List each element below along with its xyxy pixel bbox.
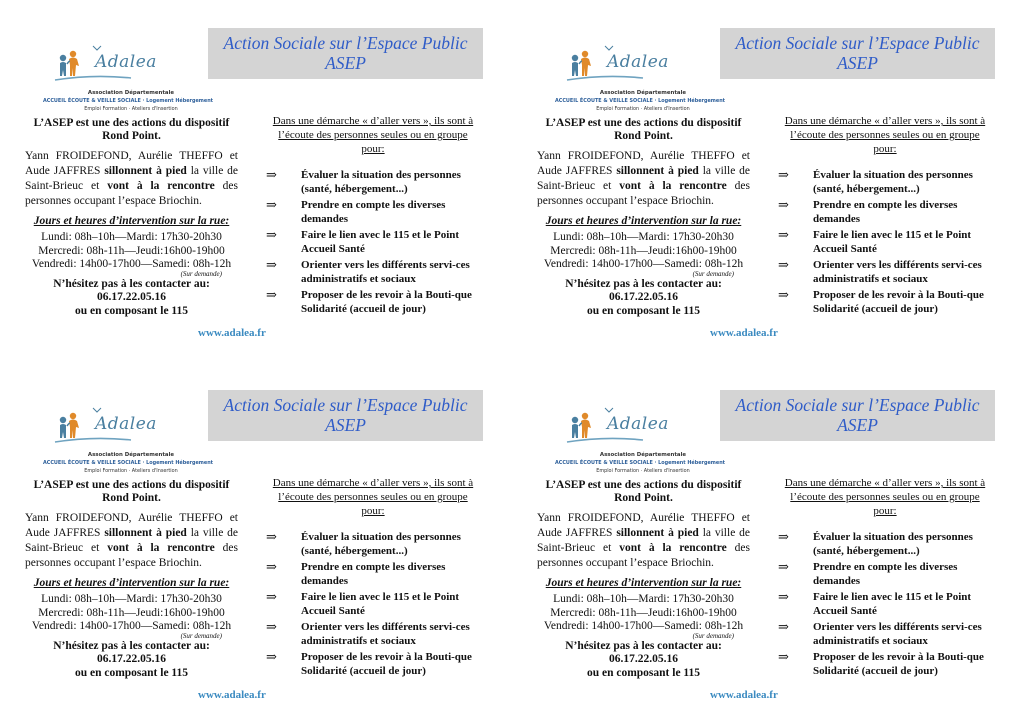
arrow-icon: ⇒: [778, 649, 789, 664]
team-paragraph: [537, 149, 750, 209]
list-item-text: Proposer de les revoir à la Bouti-que Solidarité (accueil de jour): [813, 651, 984, 677]
list-item: [266, 228, 480, 256]
demarche-text: Dans une démarche « d’aller vers », ils sont à l’écoute des personnes seules ou en groupe pour:: [784, 477, 986, 517]
contact-phone: 06.17.22.05.16: [609, 653, 678, 665]
demarche-text: Dans une démarche « d’aller vers », ils sont à l’écoute des personnes seules ou en groupe pour:: [784, 115, 986, 155]
demarche-text: Dans une démarche « d’aller vers », ils sont à l’écoute des personnes seules ou en groupe pour:: [272, 477, 474, 517]
contact-line: N’hésitez pas à les contacter au:: [565, 277, 722, 290]
list-item: [778, 198, 992, 226]
contact-line: N’hésitez pas à les contacter au:: [565, 639, 722, 652]
intro-text: L’ASEP est une des actions du dispositif Rond Point.: [33, 479, 230, 504]
arrow-icon: ⇒: [266, 649, 277, 664]
list-item-text: Évaluer la situation des personnes (santé, hébergement...): [301, 531, 461, 557]
names-part-1: Yann FROIDEFOND, Aurélie THEFFO et Aude JAFFRES: [537, 512, 750, 539]
adalea-logo: [537, 390, 726, 474]
list-item: [778, 168, 992, 196]
right-column: [778, 476, 992, 680]
action-list: [778, 168, 992, 316]
list-item-text: Prendre en compte les diverses demandes: [813, 561, 958, 587]
names-part-2: la ville de Saint-Brieuc et: [537, 527, 751, 554]
contact-line: ou en composant le 115: [74, 666, 189, 679]
list-item-text: Orienter vers les différents servi-ces administratifs et sociaux: [813, 259, 982, 285]
list-item-text: Orienter vers les différents servi-ces administratifs et sociaux: [813, 621, 982, 647]
hours-list: [25, 231, 238, 272]
logo-services-line: ACCUEIL ÉCOUTE & VEILLE SOCIALE · Logement Hébergement: [554, 460, 726, 466]
right-column: [778, 114, 992, 318]
arrow-icon: ⇒: [778, 619, 789, 634]
names-bold-1: sillonnent à pied: [104, 527, 187, 539]
list-item: [778, 288, 992, 316]
hours-line: Lundi: 08h–10h—Mardi: 17h30-20h30: [41, 593, 222, 605]
list-item-text: Orienter vers les différents servi-ces administratifs et sociaux: [301, 621, 470, 647]
adalea-logo: [537, 28, 726, 112]
title-line-1: Action Sociale sur l’Espace Public: [735, 395, 980, 415]
logo-wordmark: Adalea: [607, 414, 669, 434]
left-column: [25, 479, 238, 680]
flyer-top-left: [25, 28, 495, 358]
contact-phone: 06.17.22.05.16: [97, 291, 166, 303]
contact-line: N’hésitez pas à les contacter au:: [53, 277, 210, 290]
sur-demande-note: (Sur demande): [180, 269, 222, 278]
logo-association-line: Association Départementale: [599, 452, 687, 458]
hours-line: Mercredi: 08h-11h—Jeudi:16h00-19h00: [550, 606, 737, 619]
list-item: [266, 168, 480, 196]
hours-line: Mercredi: 08h-11h—Jeudi:16h00-19h00: [550, 244, 737, 257]
arrow-icon: ⇒: [266, 227, 277, 242]
logo-association-line: Association Départementale: [87, 452, 175, 458]
list-item: [778, 560, 992, 588]
arrow-icon: ⇒: [778, 167, 789, 182]
left-column: [25, 117, 238, 318]
right-column: [266, 476, 480, 680]
title-line-2: ASEP: [837, 53, 878, 73]
names-bold-1: sillonnent à pied: [104, 165, 187, 177]
names-part-2: la ville de Saint-Brieuc et: [537, 165, 751, 192]
arrow-icon: ⇒: [266, 167, 277, 182]
logo-wordmark: Adalea: [607, 52, 669, 72]
list-item-text: Prendre en compte les diverses demandes: [813, 199, 958, 225]
logo-association-line: Association Départementale: [599, 90, 687, 96]
hours-title: Jours et heures d’intervention sur la rue:: [545, 215, 742, 227]
contact-line: N’hésitez pas à les contacter au:: [53, 639, 210, 652]
logo-association-line: Association Départementale: [87, 90, 175, 96]
title-line-2: ASEP: [325, 53, 366, 73]
website-link[interactable]: www.adalea.fr: [710, 327, 778, 339]
hours-title: Jours et heures d’intervention sur la rue:: [545, 577, 742, 589]
names-bold-2: vont à la rencontre: [107, 542, 215, 554]
team-paragraph: [537, 511, 750, 571]
logo-emploi-line: Emploi Formation · Ateliers d'Insertion: [596, 106, 690, 112]
logo-services-line: ACCUEIL ÉCOUTE & VEILLE SOCIALE · Logement Hébergement: [42, 98, 214, 104]
list-item-text: Évaluer la situation des personnes (santé, hébergement...): [301, 169, 461, 195]
list-item-text: Prendre en compte les diverses demandes: [301, 561, 446, 587]
title-line-2: ASEP: [837, 415, 878, 435]
arrow-icon: ⇒: [266, 589, 277, 604]
flyer-top-right: [537, 28, 1007, 358]
left-column: [537, 117, 750, 318]
contact-block: [537, 640, 750, 681]
website-link[interactable]: www.adalea.fr: [198, 689, 266, 701]
team-paragraph: [25, 511, 238, 571]
website-link[interactable]: www.adalea.fr: [710, 689, 778, 701]
adalea-logo: [25, 390, 214, 474]
contact-line: ou en composant le 115: [74, 304, 189, 317]
names-bold-2: vont à la rencontre: [619, 180, 727, 192]
adalea-logo: [25, 28, 214, 112]
list-item: [266, 198, 480, 226]
names-bold-2: vont à la rencontre: [107, 180, 215, 192]
names-part-3: des personnes occupant l’espace Briochin.: [25, 542, 238, 569]
contact-block: [25, 640, 238, 681]
list-item-text: Faire le lien avec le 115 et le Point Accueil Santé: [813, 229, 972, 255]
flyer-title: [208, 390, 483, 441]
arrow-icon: ⇒: [778, 227, 789, 242]
list-item-text: Évaluer la situation des personnes (santé, hébergement...): [813, 531, 973, 557]
list-item: [778, 228, 992, 256]
names-bold-2: vont à la rencontre: [619, 542, 727, 554]
contact-line: ou en composant le 115: [586, 304, 701, 317]
contact-phone: 06.17.22.05.16: [97, 653, 166, 665]
logo-services-line: ACCUEIL ÉCOUTE & VEILLE SOCIALE · Logement Hébergement: [554, 98, 726, 104]
hours-line: Vendredi: 14h00-17h00—Samedi: 08h-12h: [31, 620, 232, 632]
contact-block: [537, 278, 750, 319]
hours-line: Lundi: 08h–10h—Mardi: 17h30-20h30: [553, 593, 734, 605]
names-part-1: Yann FROIDEFOND, Aurélie THEFFO et Aude JAFFRES: [25, 512, 238, 539]
arrow-icon: ⇒: [266, 287, 277, 302]
list-item: [778, 620, 992, 648]
flyer-bottom-left: [25, 390, 495, 720]
hours-list: [25, 593, 238, 634]
list-item: [266, 560, 480, 588]
logo-wordmark: Adalea: [95, 414, 157, 434]
names-part-3: des personnes occupant l’espace Briochin.: [25, 180, 238, 207]
arrow-icon: ⇒: [778, 287, 789, 302]
flyer-bottom-right: [537, 390, 1007, 720]
list-item-text: Prendre en compte les diverses demandes: [301, 199, 446, 225]
list-item-text: Proposer de les revoir à la Bouti-que Solidarité (accueil de jour): [813, 289, 984, 315]
names-part-2: la ville de Saint-Brieuc et: [25, 527, 239, 554]
left-column: [537, 479, 750, 680]
logo-emploi-line: Emploi Formation · Ateliers d'Insertion: [596, 468, 690, 474]
hours-list: [537, 231, 750, 272]
action-list: [266, 168, 480, 316]
list-item: [778, 258, 992, 286]
team-paragraph: [25, 149, 238, 209]
hours-line: Mercredi: 08h-11h—Jeudi:16h00-19h00: [38, 244, 225, 257]
logo-emploi-line: Emploi Formation · Ateliers d'Insertion: [84, 106, 178, 112]
arrow-icon: ⇒: [778, 197, 789, 212]
logo-wordmark: Adalea: [95, 52, 157, 72]
hours-line: Lundi: 08h–10h—Mardi: 17h30-20h30: [41, 231, 222, 243]
flyer-title: [208, 28, 483, 79]
intro-text: L’ASEP est une des actions du dispositif Rond Point.: [545, 117, 742, 142]
hours-line: Vendredi: 14h00-17h00—Samedi: 08h-12h: [543, 258, 744, 270]
arrow-icon: ⇒: [778, 257, 789, 272]
hours-title: Jours et heures d’intervention sur la rue:: [33, 577, 230, 589]
names-part-2: la ville de Saint-Brieuc et: [25, 165, 239, 192]
names-part-1: Yann FROIDEFOND, Aurélie THEFFO et Aude JAFFRES: [25, 150, 238, 177]
logo-services-line: ACCUEIL ÉCOUTE & VEILLE SOCIALE · Logement Hébergement: [42, 460, 214, 466]
list-item-text: Faire le lien avec le 115 et le Point Accueil Santé: [813, 591, 972, 617]
list-item-text: Orienter vers les différents servi-ces administratifs et sociaux: [301, 259, 470, 285]
list-item-text: Faire le lien avec le 115 et le Point Accueil Santé: [301, 591, 460, 617]
title-line-1: Action Sociale sur l’Espace Public: [223, 395, 468, 415]
names-part-3: des personnes occupant l’espace Briochin.: [537, 542, 750, 569]
arrow-icon: ⇒: [778, 559, 789, 574]
list-item: [778, 590, 992, 618]
action-list: [266, 530, 480, 678]
list-item-text: Proposer de les revoir à la Bouti-que Solidarité (accueil de jour): [301, 651, 472, 677]
contact-phone: 06.17.22.05.16: [609, 291, 678, 303]
list-item: [266, 288, 480, 316]
flyer-title: [720, 28, 995, 79]
sur-demande-note: (Sur demande): [692, 631, 734, 640]
arrow-icon: ⇒: [266, 529, 277, 544]
hours-line: Lundi: 08h–10h—Mardi: 17h30-20h30: [553, 231, 734, 243]
arrow-icon: ⇒: [778, 589, 789, 604]
names-bold-1: sillonnent à pied: [616, 527, 699, 539]
demarche-text: Dans une démarche « d’aller vers », ils sont à l’écoute des personnes seules ou en groupe pour:: [272, 115, 474, 155]
list-item: [266, 590, 480, 618]
arrow-icon: ⇒: [266, 559, 277, 574]
list-item-text: Faire le lien avec le 115 et le Point Accueil Santé: [301, 229, 460, 255]
right-column: [266, 114, 480, 318]
names-part-3: des personnes occupant l’espace Briochin.: [537, 180, 750, 207]
contact-block: [25, 278, 238, 319]
title-line-1: Action Sociale sur l’Espace Public: [735, 33, 980, 53]
contact-line: ou en composant le 115: [586, 666, 701, 679]
website-link[interactable]: www.adalea.fr: [198, 327, 266, 339]
intro-text: L’ASEP est une des actions du dispositif Rond Point.: [33, 117, 230, 142]
list-item: [266, 530, 480, 558]
intro-text: L’ASEP est une des actions du dispositif Rond Point.: [545, 479, 742, 504]
arrow-icon: ⇒: [266, 257, 277, 272]
arrow-icon: ⇒: [266, 619, 277, 634]
logo-emploi-line: Emploi Formation · Ateliers d'Insertion: [84, 468, 178, 474]
hours-line: Vendredi: 14h00-17h00—Samedi: 08h-12h: [543, 620, 744, 632]
names-bold-1: sillonnent à pied: [616, 165, 699, 177]
list-item-text: Évaluer la situation des personnes (santé, hébergement...): [813, 169, 973, 195]
flyer-title: [720, 390, 995, 441]
hours-list: [537, 593, 750, 634]
list-item-text: Proposer de les revoir à la Bouti-que Solidarité (accueil de jour): [301, 289, 472, 315]
hours-line: Mercredi: 08h-11h—Jeudi:16h00-19h00: [38, 606, 225, 619]
list-item: [778, 530, 992, 558]
title-line-1: Action Sociale sur l’Espace Public: [223, 33, 468, 53]
title-line-2: ASEP: [325, 415, 366, 435]
sur-demande-note: (Sur demande): [692, 269, 734, 278]
names-part-1: Yann FROIDEFOND, Aurélie THEFFO et Aude JAFFRES: [537, 150, 750, 177]
arrow-icon: ⇒: [266, 197, 277, 212]
list-item: [778, 650, 992, 678]
arrow-icon: ⇒: [778, 529, 789, 544]
list-item: [266, 650, 480, 678]
list-item: [266, 620, 480, 648]
action-list: [778, 530, 992, 678]
list-item: [266, 258, 480, 286]
hours-line: Vendredi: 14h00-17h00—Samedi: 08h-12h: [31, 258, 232, 270]
sur-demande-note: (Sur demande): [180, 631, 222, 640]
hours-title: Jours et heures d’intervention sur la rue:: [33, 215, 230, 227]
